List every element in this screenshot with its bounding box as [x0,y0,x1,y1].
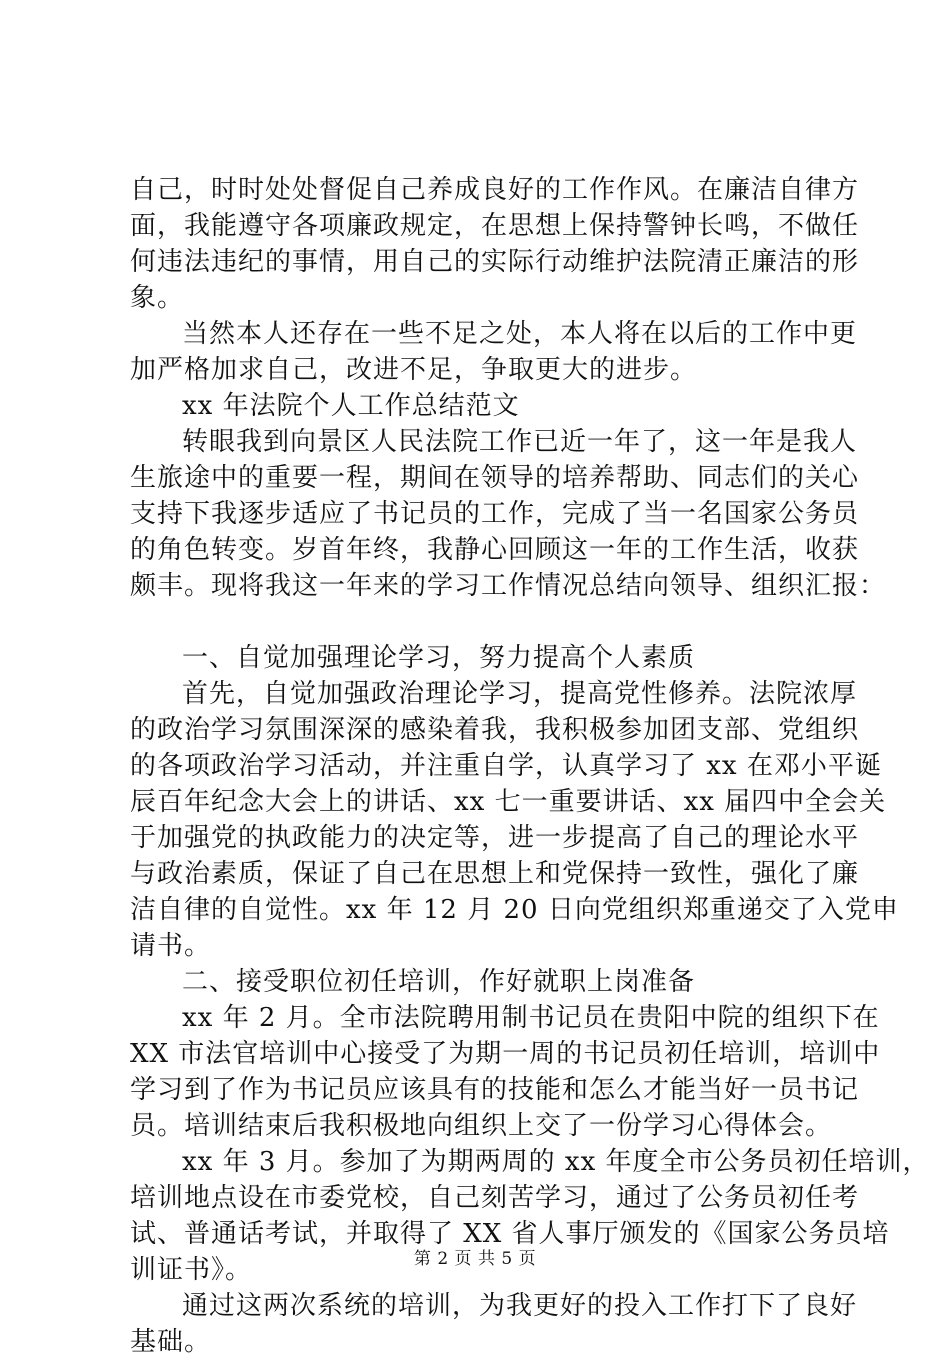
text-line: 的角色转变。岁首年终，我静心回顾这一年的工作生活，收获 [130,535,860,565]
paragraph-first-line: 通过这两次系统的培训，为我更好的投入工作打下了良好 [182,1291,858,1321]
text-line: 颇丰。现将我这一年来的学习工作情况总结向领导、组织汇报： [130,571,887,601]
text-line: 于加强党的执政能力的决定等，进一步提高了自己的理论水平 [130,823,860,853]
text-line: 的各项政治学习活动，并注重自学，认真学习了 xx 在邓小平诞 [130,751,882,781]
paragraph-first-line: 当然本人还存在一些不足之处，本人将在以后的工作中更 [182,319,858,349]
text-line: 生旅途中的重要一程，期间在领导的培养帮助、同志们的关心 [130,463,860,493]
paragraph-first-line: 首先，自觉加强政治理论学习，提高党性修养。法院浓厚 [182,679,858,709]
document-body [130,172,930,1360]
text-line: 自己，时时处处督促自己养成良好的工作作风。在廉洁自律方 [130,175,860,205]
paragraph-first-line: xx 年 2 月。全市法院聘用制书记员在贵阳中院的组织下在 [182,1003,880,1033]
paragraph-first-line: 转眼我到向景区人民法院工作已近一年了，这一年是我人 [182,427,858,457]
text-line: 支持下我逐步适应了书记员的工作，完成了当一名国家公务员 [130,499,860,529]
paragraph-first-line: xx 年 3 月。参加了为期两周的 xx 年度全市公务员初任培训， [182,1147,930,1177]
text-line: 与政治素质，保证了自己在思想上和党保持一致性，强化了廉 [130,859,860,889]
text-line: 加严格加求自己，改进不足，争取更大的进步。 [130,355,698,385]
text-line: 员。培训结束后我积极地向组织上交了一份学习心得体会。 [130,1111,833,1141]
text-line: 洁自律的自觉性。xx 年 12 月 20 日向党组织郑重递交了入党申 [130,895,899,925]
text-line: 面，我能遵守各项廉政规定，在思想上保持警钟长鸣，不做任 [130,211,860,241]
text-line: XX 市法官培训中心接受了为期一周的书记员初任培训，培训中 [130,1039,881,1069]
text-line: 象。 [130,283,185,313]
section-heading: xx 年法院个人工作总结范文 [182,391,520,421]
text-line: 基础。 [130,1327,212,1357]
text-line: 辰百年纪念大会上的讲话、xx 七一重要讲话、xx 届四中全会关 [130,787,887,817]
section-heading: 二、接受职位初任培训，作好就职上岗准备 [182,967,696,997]
text-line: 试、普通话考试，并取得了 XX 省人事厅颁发的《国家公务员培 [130,1219,890,1249]
text-line: 学习到了作为书记员应该具有的技能和怎么才能当好一员书记 [130,1075,860,1105]
paragraph-gap [130,604,840,640]
text-line: 的政治学习氛围深深的感染着我，我积极参加团支部、党组织 [130,715,860,745]
text-line: 训证书》。 [130,1255,253,1285]
page-number: 第 2 页 共 5 页 [413,1249,537,1269]
section-heading: 一、自觉加强理论学习，努力提高个人素质 [182,643,696,673]
text-line: 请书。 [130,931,212,961]
text-line: 培训地点设在市委党校，自己刻苦学习，通过了公务员初任考 [130,1183,860,1213]
text-line: 何违法违纪的事情，用自己的实际行动维护法院清正廉洁的形 [130,247,860,277]
